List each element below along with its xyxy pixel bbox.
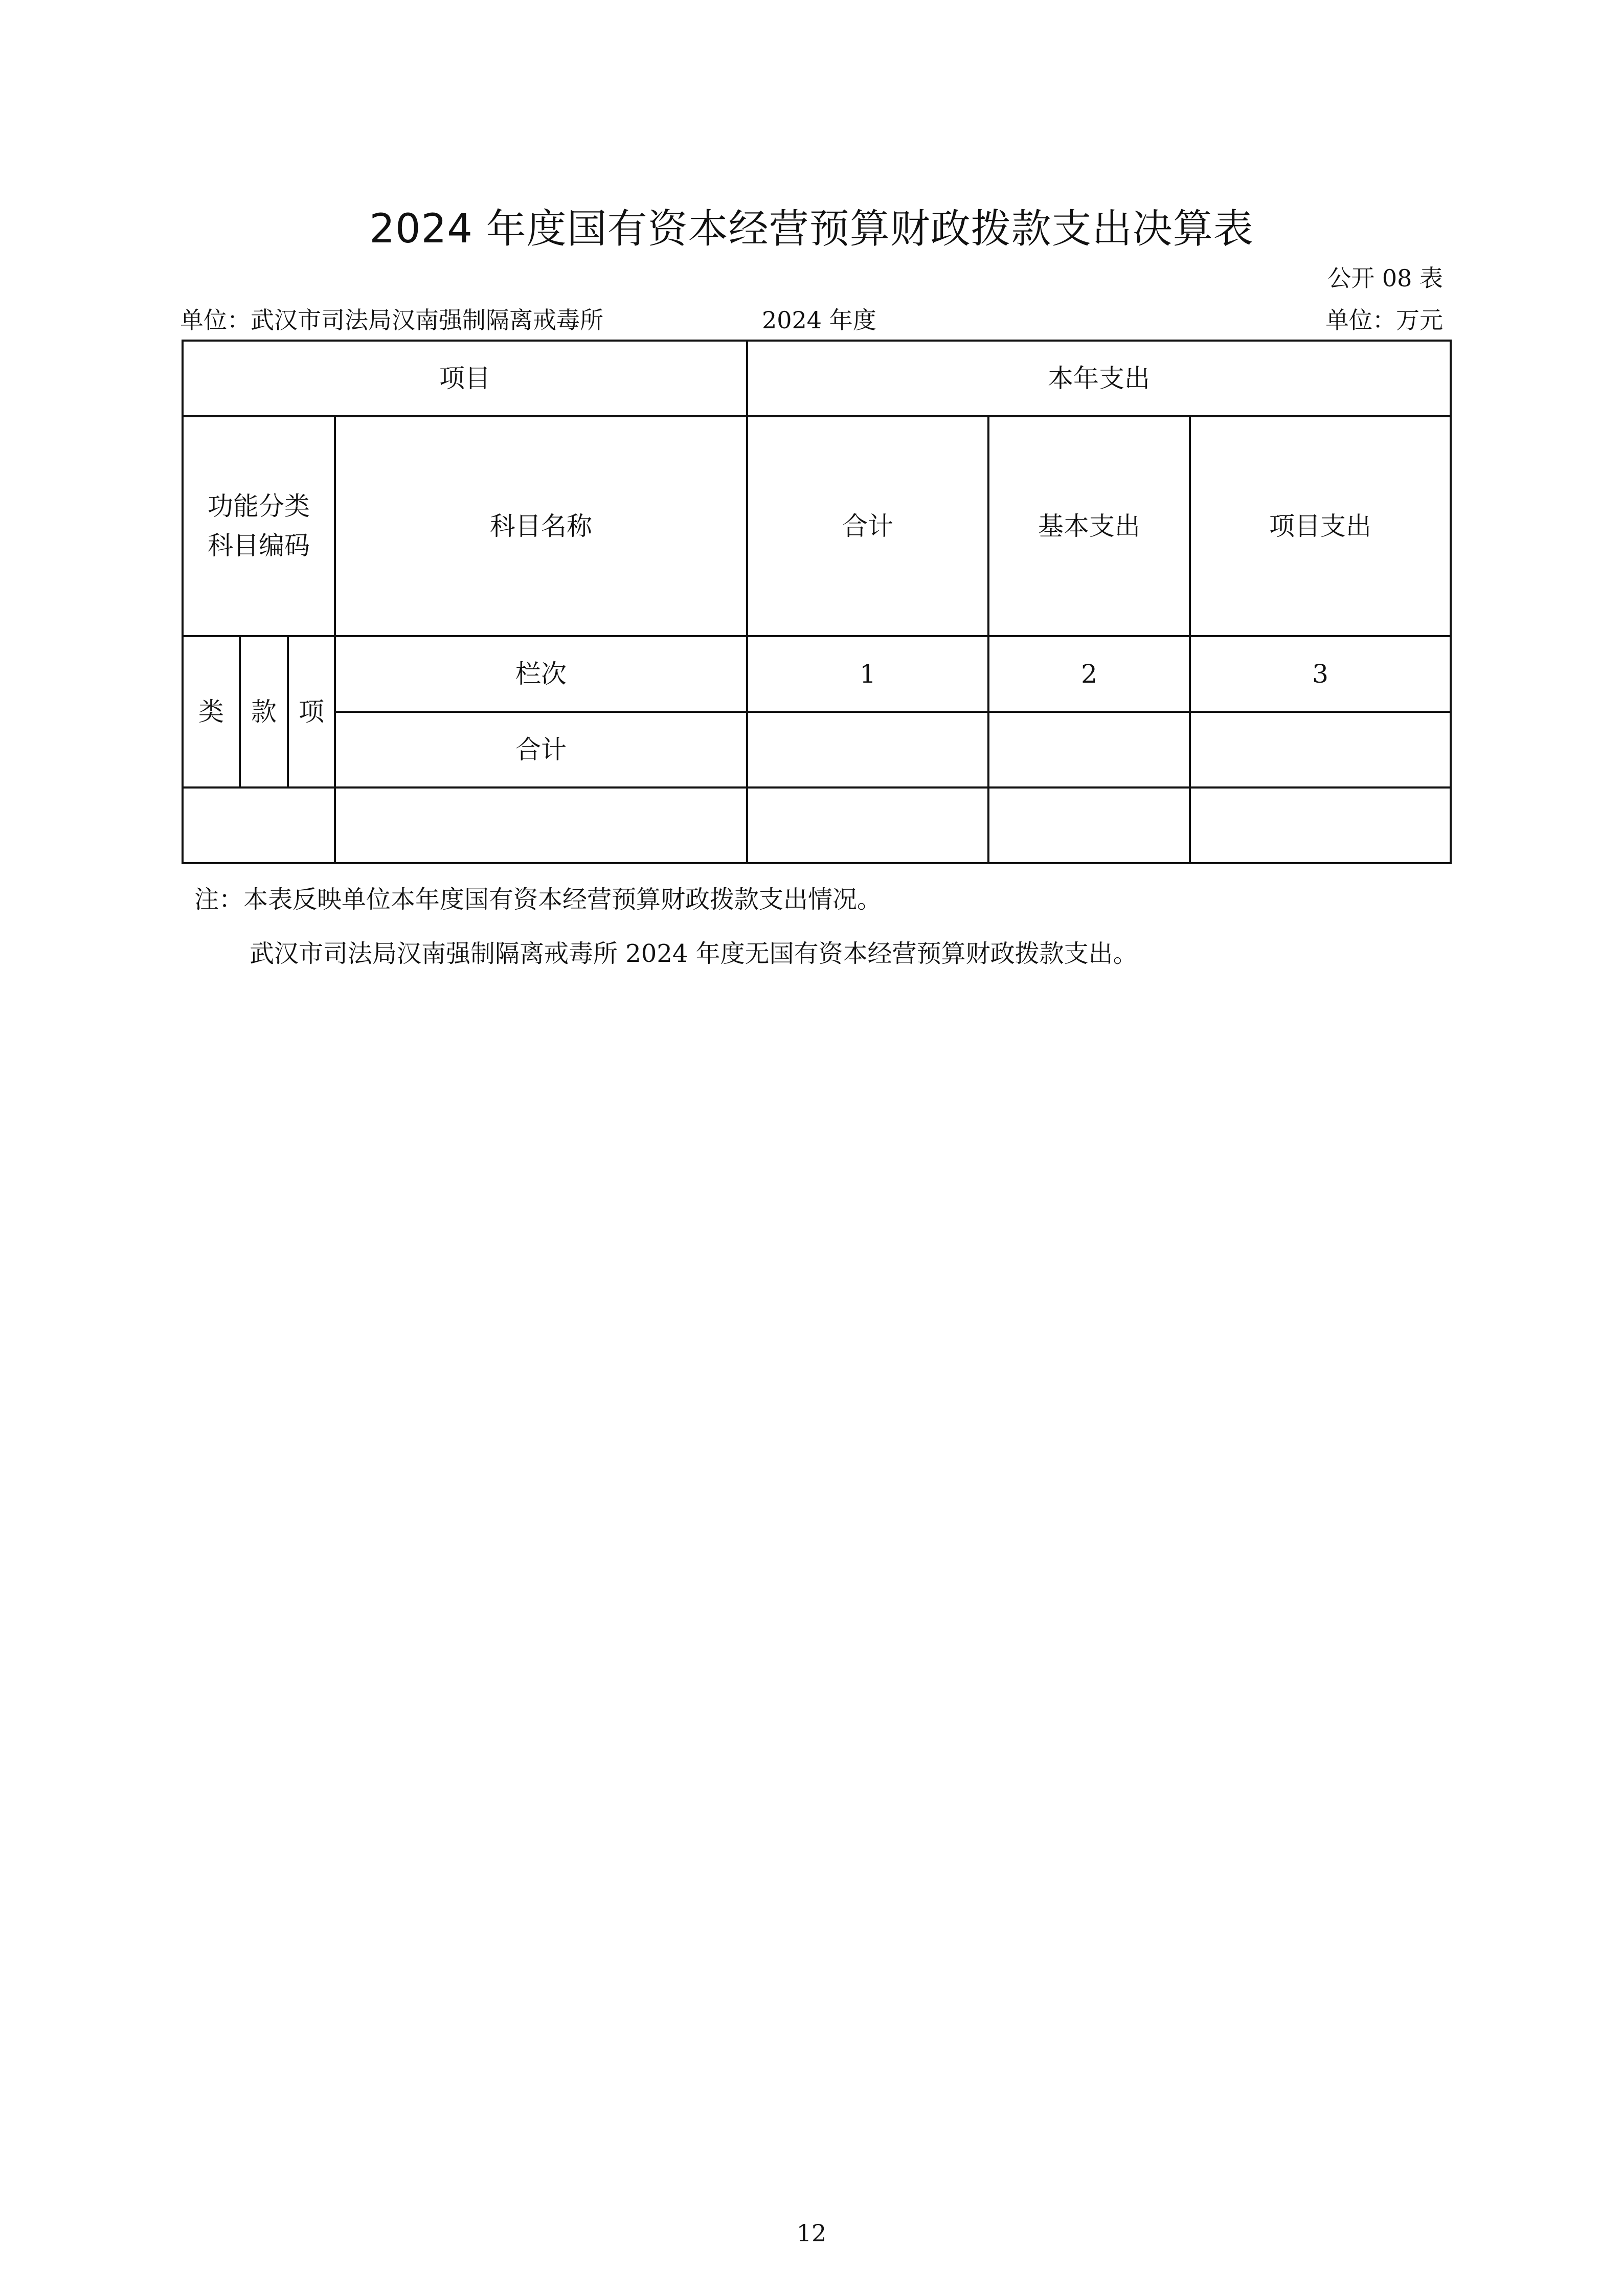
empty-row <box>183 787 1451 863</box>
header-basic: 基本支出 <box>988 416 1190 636</box>
empty-value-2 <box>988 787 1190 863</box>
header-row-2 <box>183 416 1451 636</box>
page-title: 2024 年度国有资本经营预算财政拨款支出决算表 <box>369 206 1254 252</box>
empty-value-3 <box>1190 787 1451 863</box>
total-value-3 <box>1190 712 1451 787</box>
page-number: 12 <box>796 2219 827 2247</box>
header-project-expense: 项目支出 <box>1190 416 1451 636</box>
column-index-row <box>183 636 1451 712</box>
code-kuan: 款 <box>240 636 288 787</box>
reporting-year: 2024 年度 <box>762 306 876 334</box>
column-index-label: 栏次 <box>335 636 747 712</box>
column-index-2: 2 <box>988 636 1190 712</box>
form-code: 公开 08 表 <box>1327 264 1443 292</box>
column-index-1: 1 <box>747 636 988 712</box>
column-index-3: 3 <box>1190 636 1451 712</box>
header-current-year-expense: 本年支出 <box>747 341 1451 416</box>
note-line-1: 注：本表反映单位本年度国有资本经营预算财政拨款支出情况。 <box>194 885 882 914</box>
money-unit: 单位：万元 <box>1325 306 1443 334</box>
empty-value-1 <box>747 787 988 863</box>
reporting-unit: 单位：武汉市司法局汉南强制隔离戒毒所 <box>180 306 603 334</box>
code-xiang: 项 <box>288 636 335 787</box>
header-row-1 <box>183 341 1451 416</box>
header-subject-name: 科目名称 <box>335 416 747 636</box>
empty-name-cell <box>335 787 747 863</box>
total-value-2 <box>988 712 1190 787</box>
header-total: 合计 <box>747 416 988 636</box>
code-lei: 类 <box>183 636 240 787</box>
total-value-1 <box>747 712 988 787</box>
budget-table <box>182 340 1452 864</box>
total-row <box>183 712 1451 787</box>
header-func-code-label: 功能分类科目编码 <box>208 491 310 560</box>
empty-code-cell <box>183 787 335 863</box>
header-project: 项目 <box>183 341 747 416</box>
header-func-code <box>183 416 335 636</box>
note-line-2: 武汉市司法局汉南强制隔离戒毒所 2024 年度无国有资本经营预算财政拨款支出。 <box>250 939 1138 968</box>
total-label: 合计 <box>335 712 747 787</box>
